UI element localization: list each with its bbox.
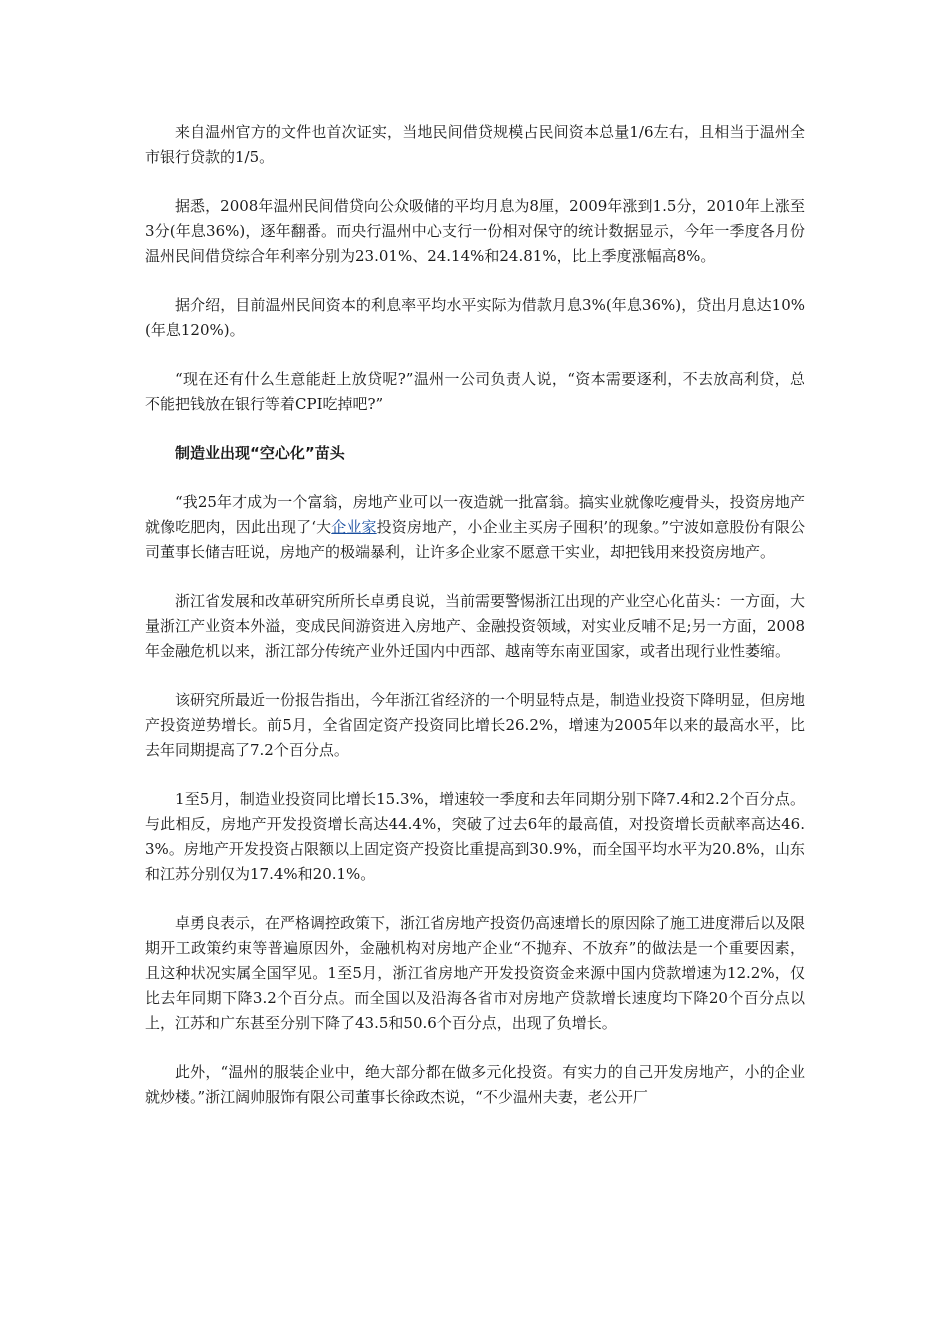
quote-text-before: “我25年才成为一个富翁，房地产业可以一夜造就一批富翁。搞实业就像吃瘦骨头，投资房地产就像吃肥肉，因此出现了‘大 xyxy=(145,493,805,536)
paragraph-lending-quote: “现在还有什么生意能赶上放贷呢?”温州一公司负责人说，“资本需要逐利，不去放高利贷，总不能把钱放在银行等着CPI吃掉吧?” xyxy=(145,370,805,413)
paragraph-garment-industry: 此外，“温州的服装企业中，绝大部分都在做多元化投资。有实力的自己开发房地产，小的企业就炒楼。”浙江阔帅服饰有限公司董事长徐政杰说，“不少温州夫妻，老公开厂 xyxy=(145,1063,805,1106)
document-body xyxy=(145,120,805,1134)
paragraph-investment-report: 该研究所最近一份报告指出，今年浙江省经济的一个明显特点是，制造业投资下降明显，但房地产投资逆势增长。前5月，全省固定资产投资同比增长26.2%，增速为2005年以来的最高水平，比去年同期提高了7.2个百分点。 xyxy=(145,691,806,759)
paragraph-interest-rates: 据悉，2008年温州民间借贷向公众吸储的平均月息为8厘，2009年涨到1.5分，2010年上涨至3分(年息36%)，逐年翻番。而央行温州中心支行一份相对保守的统计数据显示，今年一季度各月份温州民间借贷综合年利率分别为23.01%、24.14%和24.81%，比上季度涨幅高8%。 xyxy=(145,197,805,265)
paragraph-private-lending-scale: 来自温州官方的文件也首次证实，当地民间借贷规模占民间资本总量1/6左右，且相当于温州全市银行贷款的1/5。 xyxy=(145,123,805,166)
paragraph-capital-rates: 据介绍，目前温州民间资本的利息率平均水平实际为借款月息3%(年息36%)，贷出月息达10%(年息120%)。 xyxy=(145,296,805,339)
paragraph-policy-analysis: 卓勇良表示，在严格调控政策下，浙江省房地产投资仍高速增长的原因除了施工进度滞后以及限期开工政策约束等普遍原因外，金融机构对房地产企业“不抛弃、不放弃”的做法是一个重要因素，且这种状况实属全国罕见。1至5月，浙江省房地产开发投资资金来源中国内贷款增速为12.2%，仅比去年同期下降3.2个百分点。而全国以及沿海各省市对房地产贷款增长速度均下降20个百分点以上，江苏和广东甚至分别下降了43.5和50.6个百分点，出现了负增长。 xyxy=(145,914,806,1032)
paragraph-hollowing-warning: 浙江省发展和改革研究所所长卓勇良说，当前需要警惕浙江出现的产业空心化苗头：一方面，大量浙江产业资本外溢，变成民间游资进入房地产、金融投资领域，对实业反哺不足;另一方面，2008年金融危机以来，浙江部分传统产业外迁国内中西部、越南等东南亚国家，或者出现行业性萎缩。 xyxy=(145,592,806,660)
paragraph-manufacturing-stats: 1至5月，制造业投资同比增长15.3%，增速较一季度和去年同期分别下降7.4和2.2个百分点。与此相反，房地产开发投资增长高达44.4%，突破了过去6年的最高值，对投资增长贡献率高达46.3%。房地产开发投资占限额以上固定资产投资比重提高到30.9%，而全国平均水平为20.8%，山东和江苏分别仅为17.4%和20.1%。 xyxy=(145,790,805,883)
paragraph-real-estate-quote xyxy=(145,490,805,565)
section-heading: 制造业出现“空心化”苗头 xyxy=(175,444,345,462)
entrepreneur-link[interactable]: 企业家 xyxy=(331,518,377,536)
quote-text-after: 投资房地产，小企业主买房子囤积’的现象。”宁波如意股份有限公司董事长储吉旺说，房地产的极端暴利，让许多企业家不愿意干实业，却把钱用来投资房地产。 xyxy=(145,518,805,561)
